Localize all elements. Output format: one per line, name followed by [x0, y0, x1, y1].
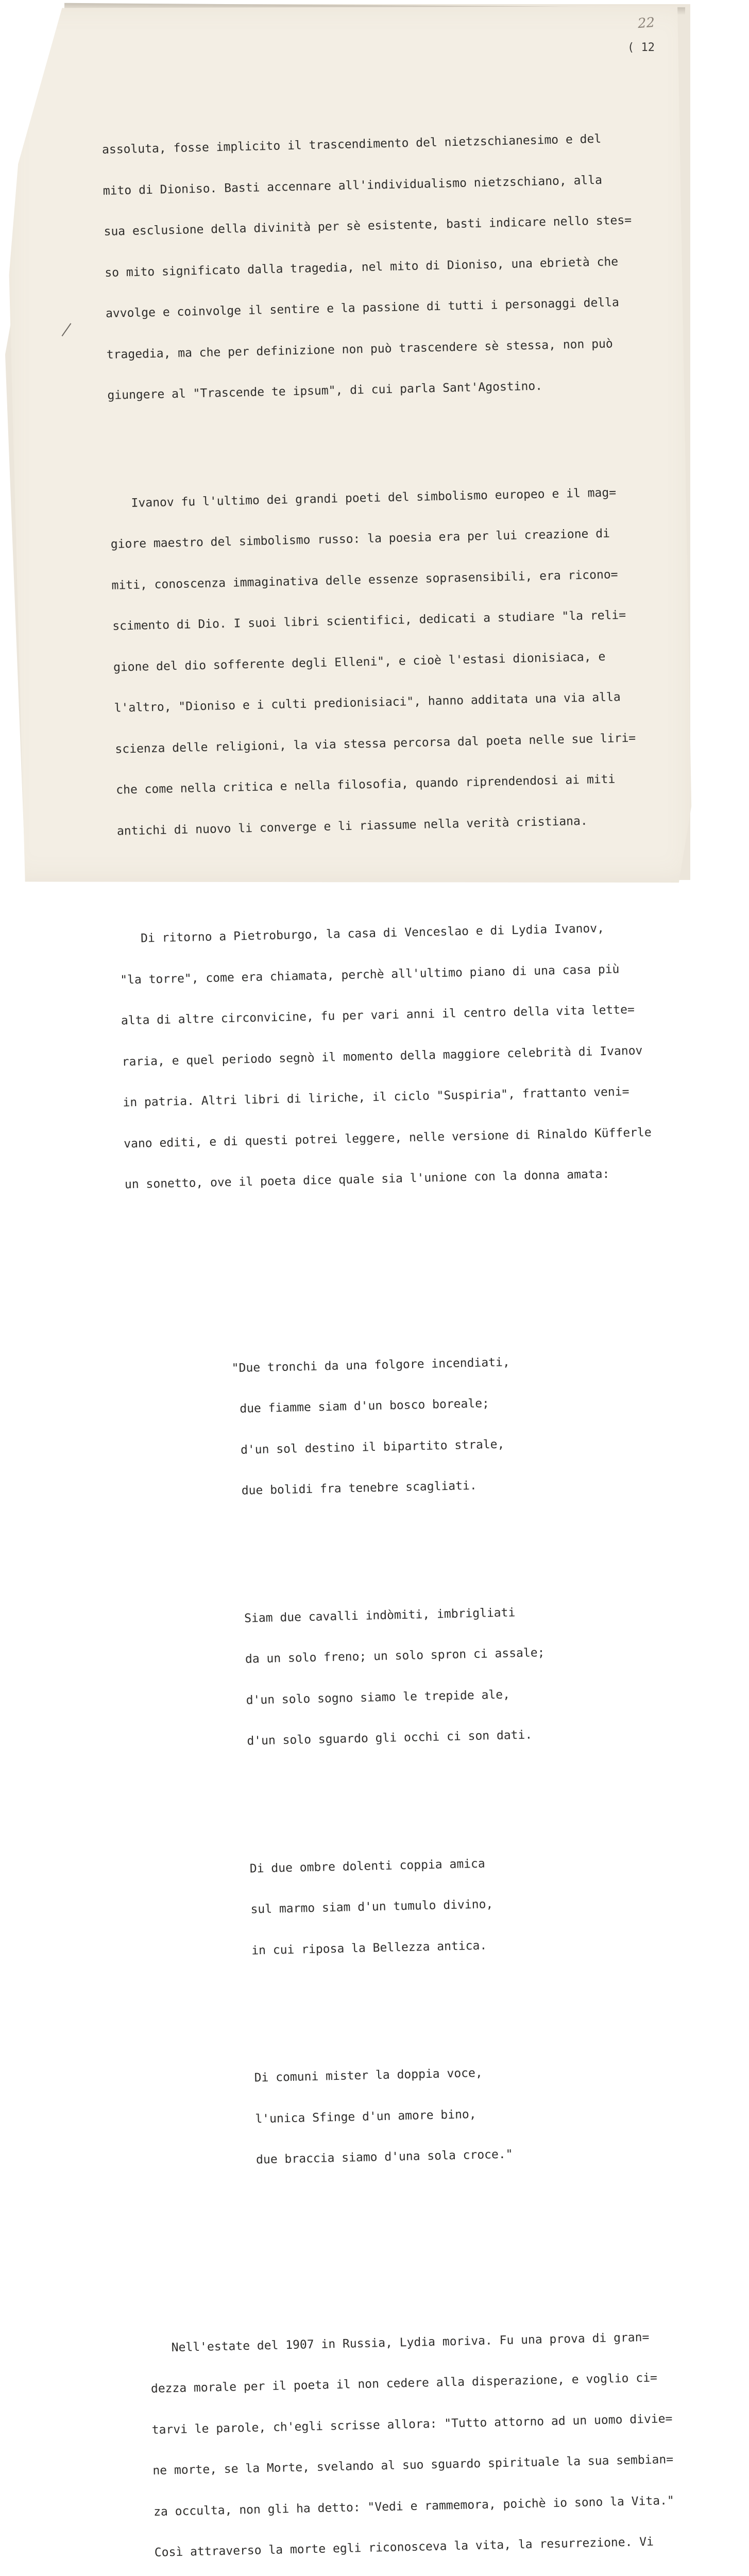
sonnet-stanza-3	[139, 1825, 732, 1987]
text-line: alta di altre circonvicine, fu per vari anni il centro della vita lette=	[121, 1003, 635, 1028]
text-line: Nell'estate del 1907 in Russia, Lydia moriva. Fu una prova di gran=	[149, 2330, 650, 2355]
poem-line: Di due ombre dolenti coppia amica	[242, 1857, 485, 1876]
text-line	[155, 2574, 745, 2576]
poem-line: l'unica Sfinge d'un amore bino,	[248, 2107, 476, 2126]
text-line: vano editi, e di questi potrei leggere, nelle versione di Rinaldo Küfferle	[123, 1125, 652, 1151]
paragraph-3	[118, 893, 715, 1219]
text-line: gione del dio sofferente degli Elleni", e cioè l'estasi dionisiaca, e	[113, 650, 606, 674]
text-line: giore maestro del simbolismo russo: la poesia era per lui creazione di	[110, 527, 610, 551]
poem-line: d'un solo sguardo gli occhi ci son dati.	[240, 1728, 533, 1748]
text-line: un sonetto, ove il poeta dice quale sia l'unione con la donna amata:	[124, 1167, 610, 1192]
text-line: ne morte, se la Morte, svelando al suo sguardo spirituale la sua sembian=	[152, 2452, 674, 2478]
text-line: l'altro, "Dioniso e i culti predionisiaci", hanno additata una via alla	[114, 690, 621, 715]
document-body	[100, 63, 749, 2576]
sonnet-stanza-4	[143, 2034, 736, 2196]
poem-line: d'un solo sogno siamo le trepide ale,	[239, 1687, 510, 1707]
poem-line: sul marmo siam d'un tumulo divino,	[243, 1897, 493, 1917]
text-line: Di ritorno a Pietroburgo, la casa di Venceslao e di Lydia Ivanov,	[119, 922, 605, 946]
text-line: antichi di nuovo li converge e li riassume nella verità cristiana.	[116, 814, 588, 838]
sonnet-stanza-2	[133, 1574, 727, 1778]
text-line: sua esclusione della divinità per sè esistente, basti indicare nello stes=	[104, 213, 632, 239]
text-line: scimento di Dio. I suoi libri scientifici, dedicati a studiare "la reli=	[112, 608, 626, 633]
text-line: mito di Dioniso. Basti accennare all'individualismo nietzschiano, alla	[103, 173, 603, 198]
sonnet	[127, 1297, 737, 2224]
poem-line: in cui riposa la Bellezza antica.	[244, 1939, 487, 1958]
paragraph-4	[149, 2301, 748, 2576]
text-line: dezza morale per il poeta il non cedere alla disperazione, e voglio ci=	[150, 2371, 658, 2396]
text-line: so mito significato dalla tragedia, nel mito di Dioniso, una ebrietà che	[105, 255, 619, 280]
text-line: raria, e quel periodo segnò il momento della maggiore celebrità di Ivanov	[122, 1043, 643, 1069]
text-line: che come nella critica e nella filosofia, quando riprendendosi ai miti	[115, 772, 616, 797]
text-line: assoluta, fosse implicito il trascendimento del nietzschianesimo e del	[101, 132, 602, 157]
paragraph-1	[101, 104, 698, 430]
text-line: Così attraverso la morte egli riconosceva la vita, la resurrezione. Vi	[154, 2535, 654, 2560]
text-line: tragedia, ma che per definizione non può trascendere sè stessa, non può	[106, 336, 613, 362]
poem-line: Di comuni mister la doppia voce,	[247, 2066, 483, 2085]
poem-line: d'un sol destino il bipartito strale,	[233, 1437, 505, 1457]
text-line: in patria. Altri libri di liriche, il ciclo "Suspiria", frattanto veni=	[123, 1085, 629, 1110]
poem-line: due bolidi fra tenebre scagliati.	[234, 1479, 477, 1498]
text-line: za occulta, non gli ha detto: "Vedi e rammemora, poichè io sono la Vita."	[153, 2494, 675, 2519]
poem-line: Siam due cavalli indòmiti, imbrigliati	[237, 1605, 516, 1625]
poem-line: due fiamme siam d'un bosco boreale;	[232, 1397, 490, 1416]
text-line: scienza delle religioni, la via stessa percorsa dal poeta nelle sue liri=	[115, 731, 636, 756]
poem-line: due braccia siamo d'una sola croce."	[249, 2147, 513, 2167]
text-line: "la torre", come era chiamata, perchè all'ultimo piano di una casa più	[120, 962, 620, 987]
paragraph-2	[109, 457, 707, 865]
handwritten-page-number: 22	[637, 14, 656, 32]
text-line: giungere al "Trascende te ipsum", di cui parla Sant'Agostino.	[107, 379, 543, 402]
poem-line: da un solo freno; un solo spron ci assale;	[237, 1646, 545, 1666]
page-number: ( 12	[627, 41, 655, 54]
text-line: miti, conoscenza immaginativa delle essenze soprasensibili, era ricono=	[111, 567, 618, 592]
poem-line: "Due tronchi da una folgore incendiati,	[231, 1355, 510, 1375]
sonnet-stanza-1	[128, 1324, 722, 1528]
text-line: tarvi le parole, ch'egli scrisse allora: "Tutto attorno ad un uomo divie=	[151, 2412, 673, 2437]
text-line: avvolge e coinvolge il sentire e la passione di tutti i personaggi della	[105, 296, 620, 320]
text-line: Ivanov fu l'ultimo dei grandi poeti del simbolismo europeo e il mag=	[109, 485, 617, 511]
